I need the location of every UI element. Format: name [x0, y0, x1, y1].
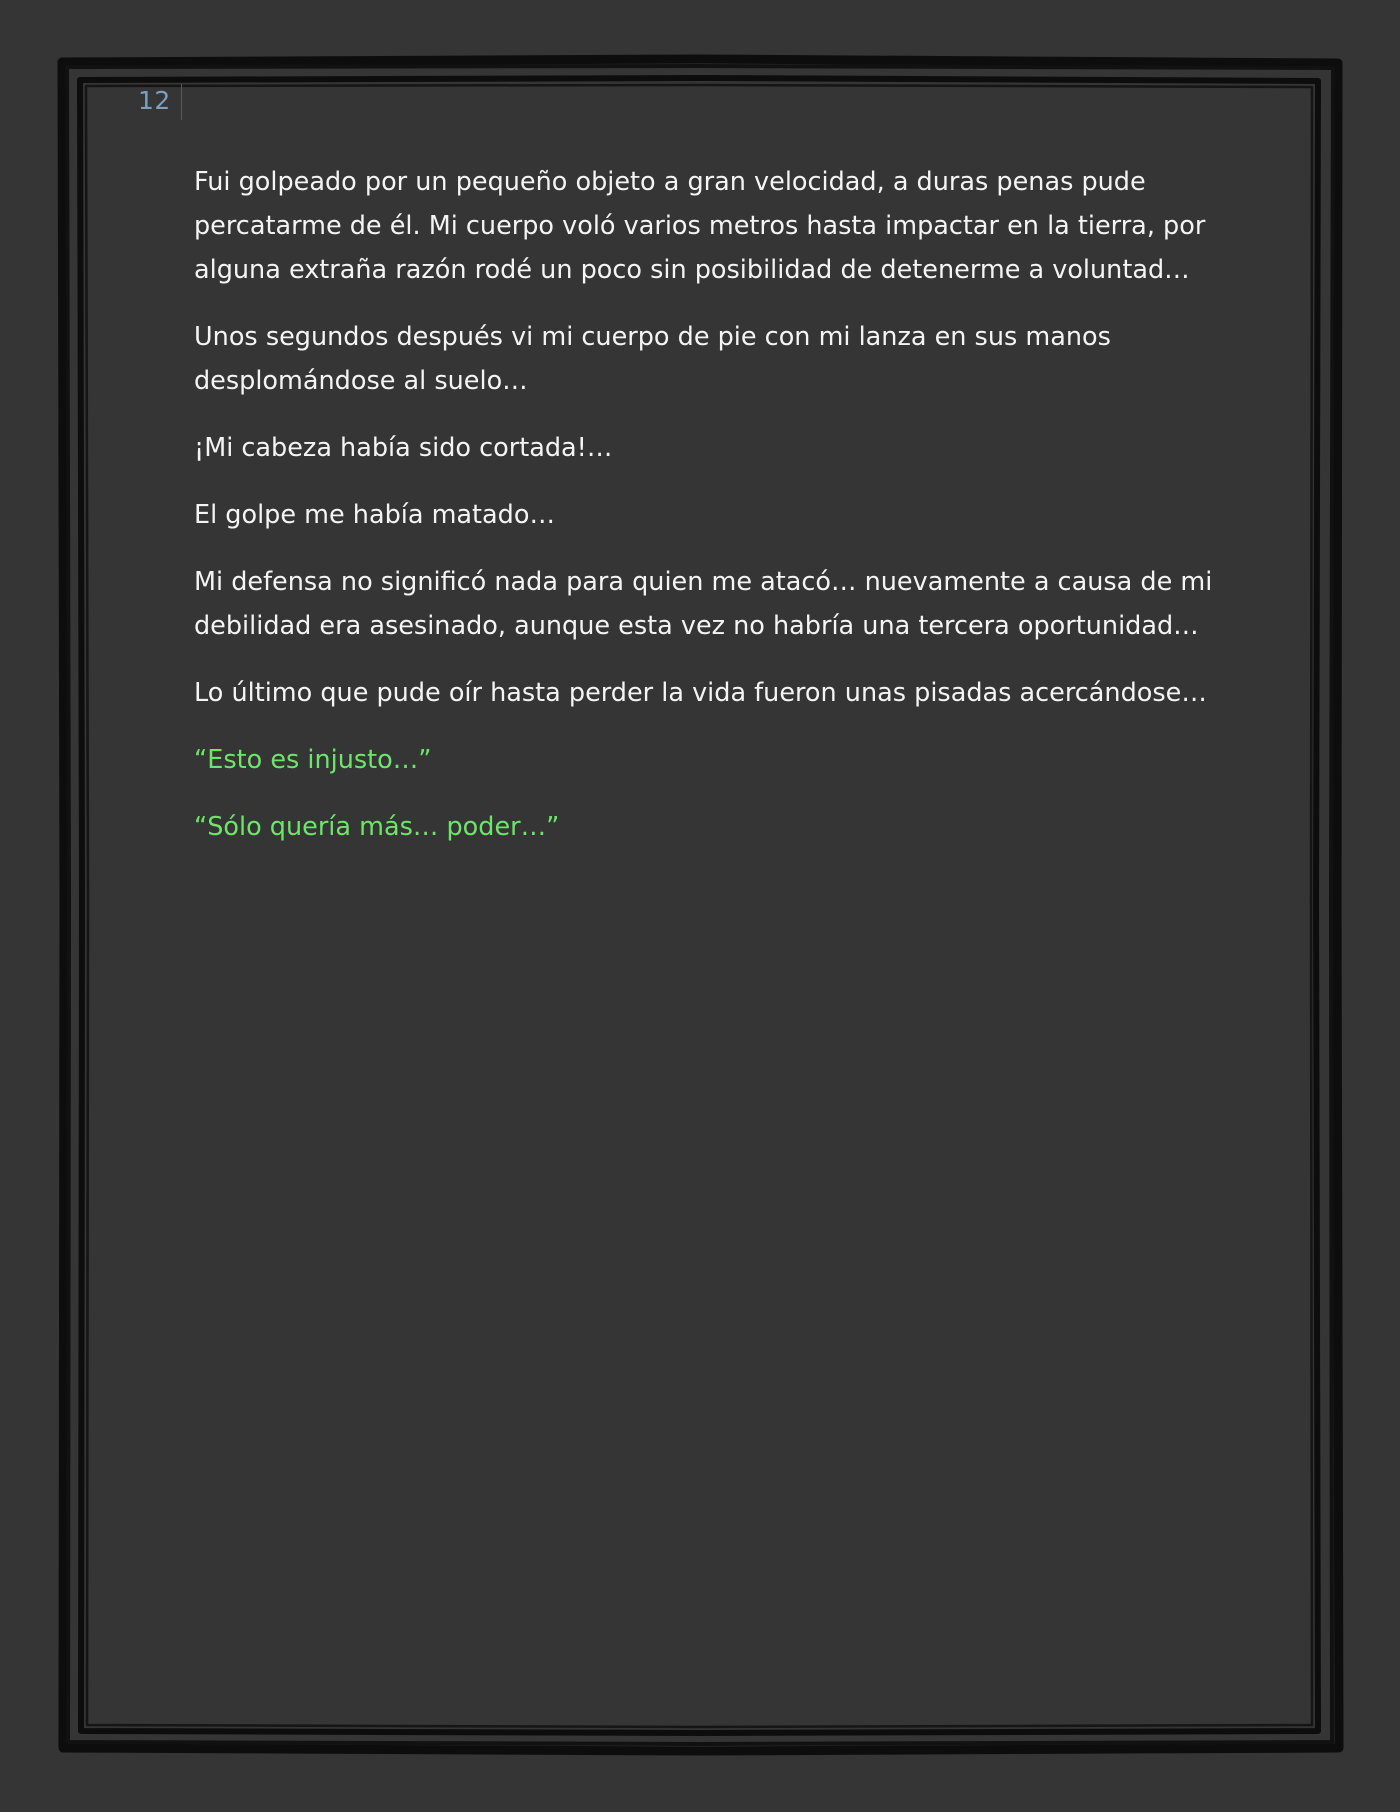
paragraph: El golpe me había matado… — [194, 500, 555, 530]
paragraph: ¡Mi cabeza había sido cortada!… — [194, 433, 613, 463]
paragraph: Lo último que pude oír hasta perder la vida fueron unas pisadas acercándose… — [194, 678, 1207, 708]
page-number-divider — [181, 84, 182, 120]
story-text — [194, 160, 1234, 872]
paragraph: Mi defensa no significó nada para quien me atacó… nuevamente a causa de mi debilidad era asesinado, aunque esta vez no habría una tercera oportunidad… — [194, 567, 1213, 641]
paragraph: Fui golpeado por un pequeño objeto a gran velocidad, a duras penas pude percatarme de él. Mi cuerpo voló varios metros hasta impactar en la tierra, por alguna extraña razón rodé un poco sin posibilidad de detenerme a voluntad… — [194, 167, 1206, 285]
dialogue-line: “Sólo quería más… poder…” — [194, 812, 560, 842]
paragraph: Unos segundos después vi mi cuerpo de pie con mi lanza en sus manos desplomándose al suelo… — [194, 322, 1111, 396]
dialogue-line: “Esto es injusto…” — [194, 745, 432, 775]
page-number: 12 — [138, 86, 171, 115]
